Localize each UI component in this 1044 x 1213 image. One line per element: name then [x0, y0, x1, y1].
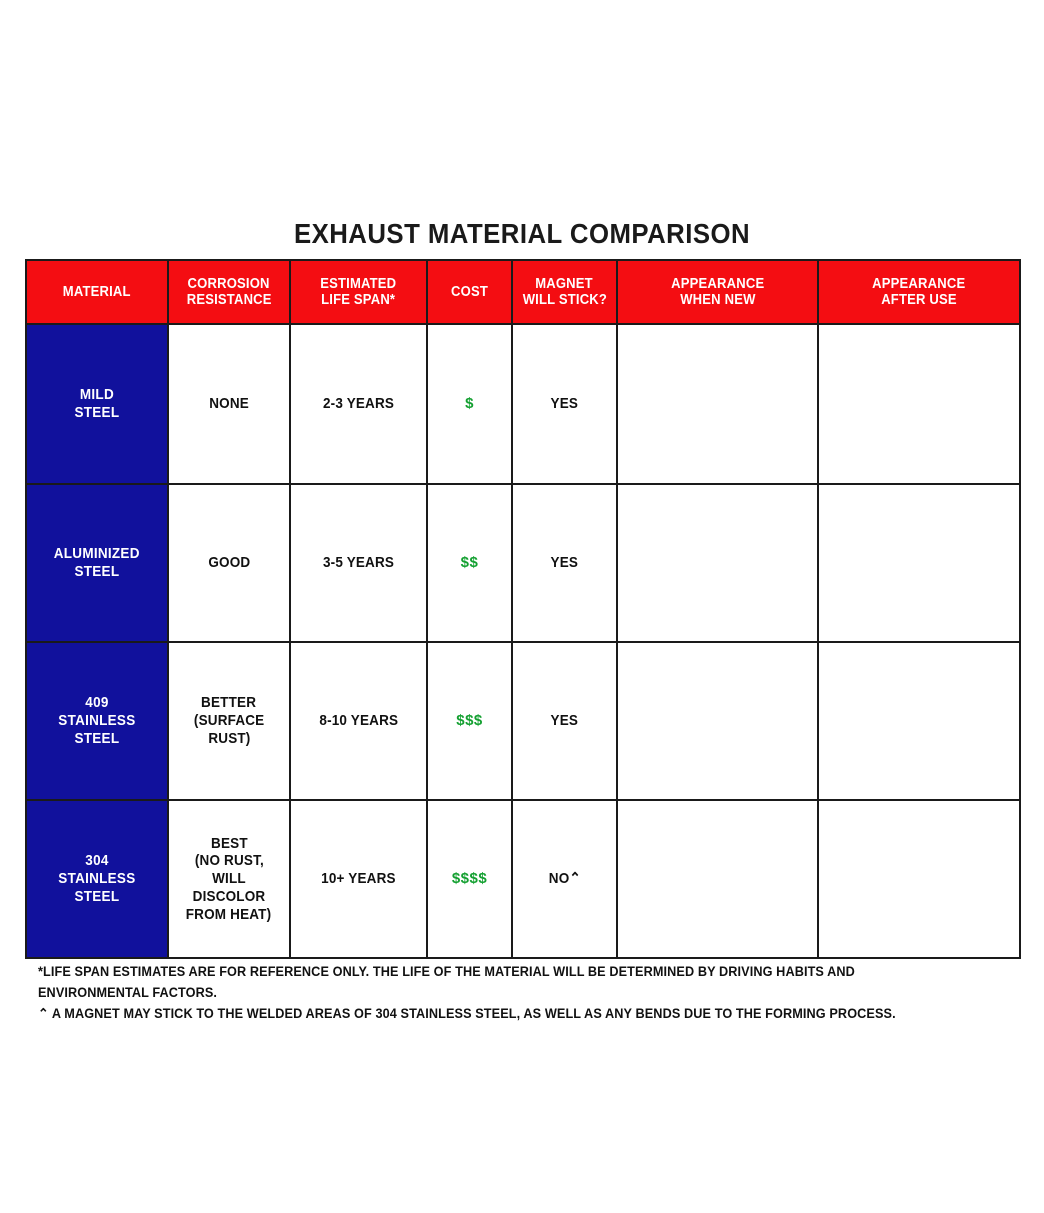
cost-cell	[427, 484, 512, 642]
lifespan-value: 3-5 YEARS	[322, 554, 395, 572]
cost-cell	[427, 800, 512, 958]
header-line: ESTIMATED	[320, 275, 397, 292]
header-line: WHEN NEW	[679, 292, 756, 308]
material-label-line: STAINLESS	[58, 870, 136, 887]
column-header-material	[26, 260, 168, 324]
corrosion-cell	[168, 800, 290, 958]
corrosion-cell	[168, 484, 290, 642]
exhaust-material-comparison-table	[25, 259, 1021, 959]
magnet-value: YES	[550, 395, 579, 413]
page-title: EXHAUST MATERIAL COMPARISON	[293, 218, 751, 249]
magnet-value: NO⌃	[548, 870, 581, 888]
magnet-cell	[512, 484, 617, 642]
magnet-value: YES	[550, 712, 579, 730]
table-header-row	[26, 260, 1020, 324]
corrosion-cell	[168, 642, 290, 800]
header-line: CORROSION	[187, 275, 271, 292]
table-row	[26, 484, 1020, 642]
lifespan-cell	[290, 642, 427, 800]
cost-value: $	[465, 395, 474, 413]
material-label-line: STEEL	[74, 563, 120, 580]
appearance-used-cell	[818, 484, 1020, 642]
table-row	[26, 324, 1020, 484]
appearance-new-cell	[617, 324, 818, 484]
material-label-line: 304	[85, 852, 109, 869]
material-cell-aluminized-steel	[26, 484, 168, 642]
magnet-cell	[512, 642, 617, 800]
material-label-line: STEEL	[74, 730, 120, 747]
magnet-cell	[512, 800, 617, 958]
lifespan-cell	[290, 484, 427, 642]
corrosion-line: WILL DISCOLOR	[192, 870, 266, 905]
material-cell-304-stainless-steel	[26, 800, 168, 958]
material-cell-409-stainless-steel	[26, 642, 168, 800]
appearance-new-cell	[617, 642, 818, 800]
material-label-line: 409	[85, 694, 109, 711]
cost-cell	[427, 642, 512, 800]
lifespan-value: 8-10 YEARS	[319, 712, 398, 730]
corrosion-line: FROM HEAT)	[186, 905, 272, 923]
header-line: APPEARANCE	[670, 275, 765, 292]
column-header-corrosion-resistance	[168, 260, 290, 324]
magnet-cell	[512, 324, 617, 484]
corrosion-line: (SURFACE	[193, 712, 265, 730]
lifespan-value: 10+ YEARS	[321, 870, 396, 888]
corrosion-cell	[168, 324, 290, 484]
material-label-line: STEEL	[74, 404, 120, 421]
table-row	[26, 642, 1020, 800]
header-line: WILL STICK?	[522, 292, 607, 308]
column-header-appearance-after-use	[818, 260, 1020, 324]
footnote-lifespan: *LIFE SPAN ESTIMATES ARE FOR REFERENCE ONLY. THE LIFE OF THE MATERIAL WILL BE DETERMINED BY DRIVING HABITS AND ENVIRONMENTAL FACTORS.	[38, 964, 855, 1000]
material-label-line: STEEL	[74, 888, 120, 905]
column-header-appearance-when-new	[617, 260, 818, 324]
lifespan-value: 2-3 YEARS	[322, 395, 395, 413]
corrosion-line: NONE	[209, 395, 249, 413]
appearance-new-cell	[617, 484, 818, 642]
magnet-value: YES	[550, 554, 579, 572]
header-line: APPEARANCE	[872, 275, 966, 292]
corrosion-line: GOOD	[208, 554, 250, 572]
material-label-line: STAINLESS	[58, 712, 136, 729]
header-line: MATERIAL	[63, 283, 131, 300]
column-header-cost	[427, 260, 512, 324]
material-cell-mild-steel	[26, 324, 168, 484]
corrosion-line: BEST	[210, 834, 248, 852]
footnotes	[38, 962, 1018, 1025]
lifespan-cell	[290, 800, 427, 958]
lifespan-cell	[290, 324, 427, 484]
header-line: RESISTANCE	[186, 292, 272, 308]
corrosion-line: (NO RUST,	[194, 852, 264, 870]
corrosion-line: RUST)	[207, 729, 251, 747]
header-line: LIFE SPAN*	[321, 292, 396, 308]
footnote-magnet: ⌃ A MAGNET MAY STICK TO THE WELDED AREAS OF 304 STAINLESS STEEL, AS WELL AS ANY BENDS DUE TO THE FORMING PROCESS.	[38, 1005, 896, 1021]
column-header-magnet-will-stick	[512, 260, 617, 324]
header-line: COST	[451, 283, 488, 300]
appearance-used-cell	[818, 642, 1020, 800]
header-line: MAGNET	[535, 275, 594, 292]
material-label-line: ALUMINIZED	[54, 545, 140, 562]
material-label-line: MILD	[79, 386, 115, 403]
column-header-estimated-life-span	[290, 260, 427, 324]
cost-value: $$$	[456, 712, 483, 730]
cost-cell	[427, 324, 512, 484]
corrosion-line: BETTER	[201, 694, 257, 712]
cost-value: $$$$	[451, 870, 488, 888]
table-row	[26, 800, 1020, 958]
appearance-used-cell	[818, 324, 1020, 484]
appearance-new-cell	[617, 800, 818, 958]
appearance-used-cell	[818, 800, 1020, 958]
cost-value: $$	[460, 554, 479, 572]
header-line: AFTER USE	[881, 292, 957, 308]
